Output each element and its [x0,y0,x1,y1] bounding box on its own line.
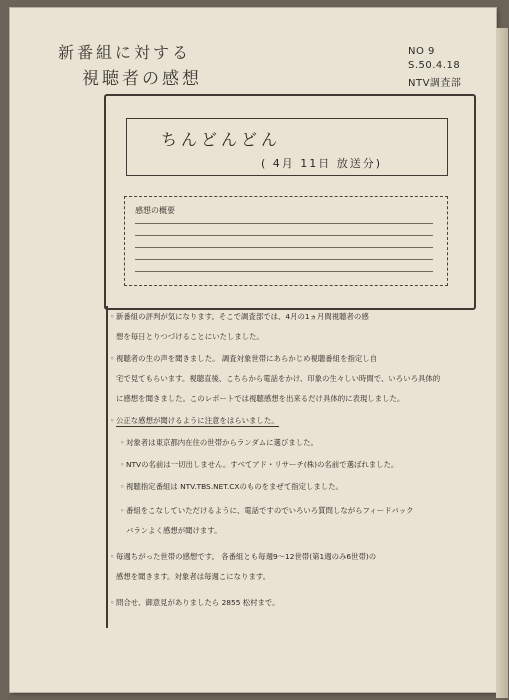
note-line: 想を毎日とりつづけることにいたしました。 [116,332,264,341]
header-title-line2: 視聴者の感想 [82,69,202,89]
writing-line [135,235,433,236]
stamp-number: NO 9 [408,46,435,57]
impressions-box [124,196,448,286]
writing-line [135,223,433,224]
note-line: ◦ 毎週ちがった世帯の感想です。 各番組とも毎週9～12世帯(第1週のみ6世帯)の [116,552,376,562]
note-line: 感想を聞きます。対象者は毎週こになります。 [116,572,271,581]
note-line: ◦ 新番組の評判が気になります。そこで調査部では、4月の1ヵ月間視聴者の感 [116,312,369,322]
program-title-box [126,118,448,176]
stamp-date: S.50.4.18 [408,60,461,71]
note-line: に感想を聞きました。このレポートでは視聴感想を出来るだけ具体的に表現しました。 [116,394,405,403]
stamp-department: NTV調査部 [408,78,462,89]
note-line: ◦ 問合せ、御意見がありましたら 2855 松村まで。 [116,598,280,608]
impressions-label: 感想の概要 [135,206,175,215]
header-title-line1: 新番組に対する [58,43,192,62]
writing-line [135,271,433,272]
note-line: ◦ 番組をこなしていただけるように、電話ですのでいろいろ質問しながらフィードバック [126,506,414,516]
writing-line [135,259,433,260]
air-date: ( 4月 11日 放送分) [261,157,383,170]
notes-section [106,306,476,628]
note-line: バランよく感想が聞けます。 [126,526,222,535]
document-page [10,8,496,692]
note-line: ◦ 視聴指定番組は NTV.TBS.NET.CXのものをまぜて指定しました。 [126,482,343,492]
program-frame [104,94,476,310]
page-edge [496,28,508,698]
note-line: ◦ 視聴者の生の声を聞きました。 調査対象世帯にあらかじめ視聴番組を指定し自 [116,354,377,364]
note-line [116,416,279,426]
note-heading: 公正な感想が聞けるように注意をはらいました。 [116,416,279,425]
note-line: 宅で見てもらいます。視聴直後、こちらから電話をかけ、印象の生々しい時間で、いろいろ具体的 [116,374,441,383]
note-line: ◦ 対象者は東京都内在住の世帯からランダムに選びました。 [126,438,318,448]
program-name: ちんどんどん [161,130,282,149]
writing-line [135,247,433,248]
note-line: ◦ NTVの名前は一切出しません。すべてアド・リサーチ(株)の名前で選ばれました。 [126,460,398,470]
